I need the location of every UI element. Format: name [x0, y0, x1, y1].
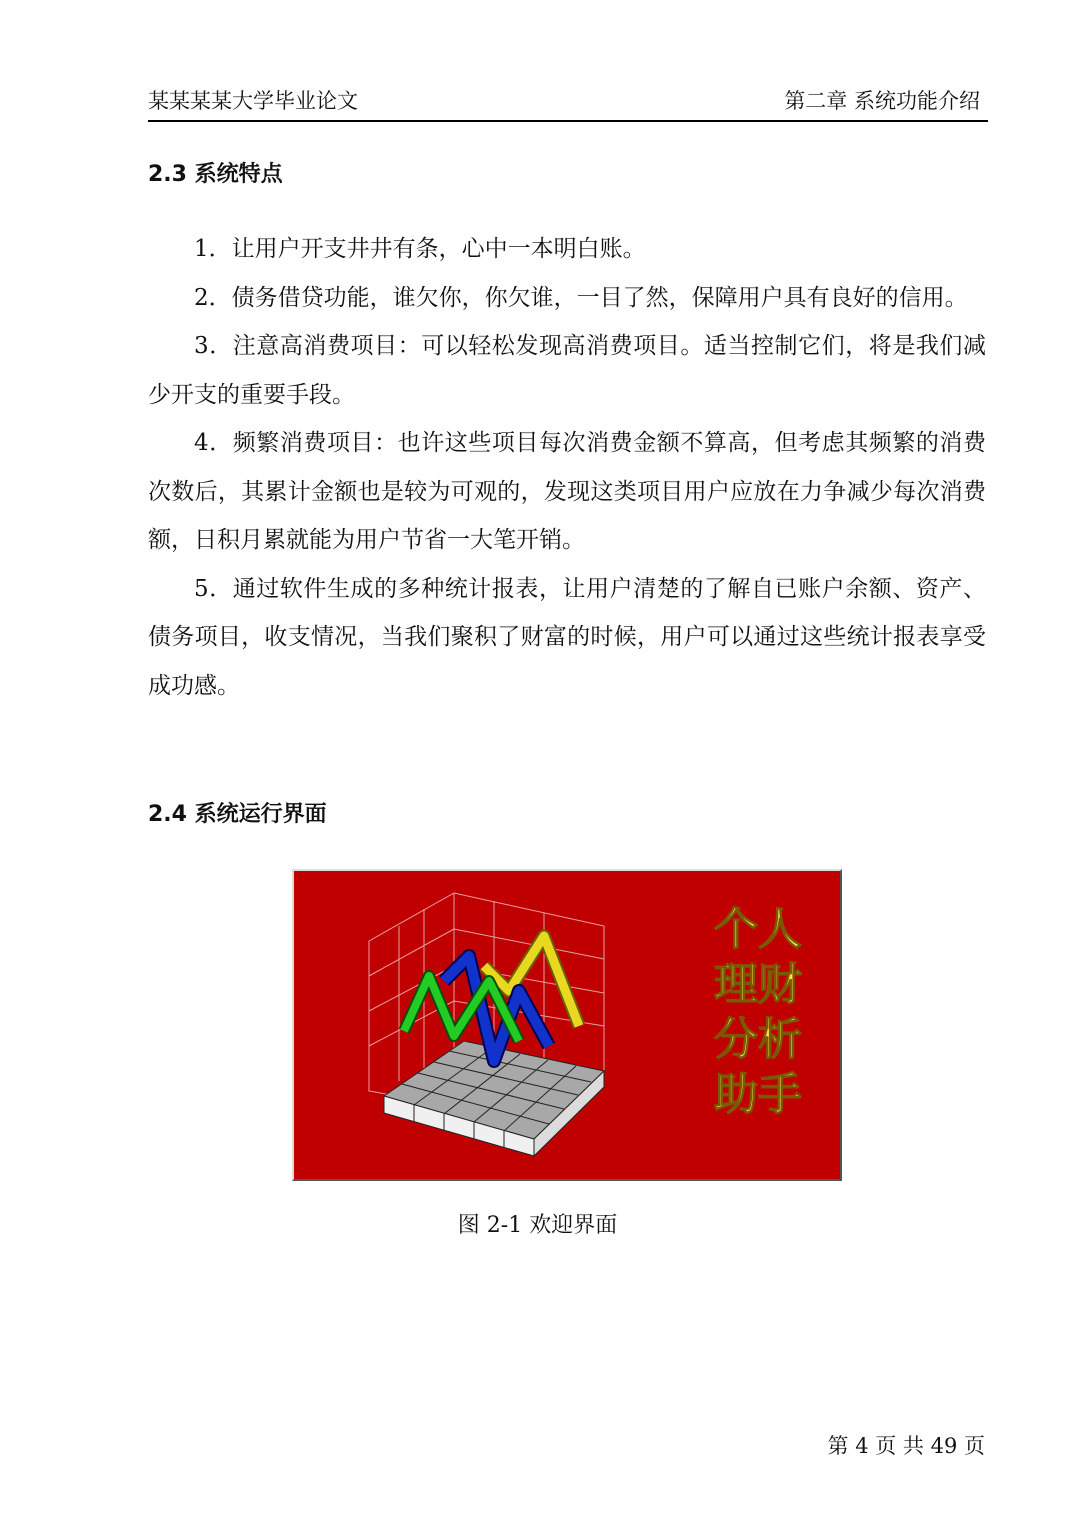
logo-line-1: 个人 — [714, 904, 802, 955]
page-number: 第 4 页 共 49 页 — [827, 1434, 985, 1458]
figure-caption: 图 2-1 欢迎界面 — [457, 1213, 618, 1238]
paragraph-5: 5．通过软件生成的多种统计报表，让用户清楚的了解自已账户余额、资产、债务项目，收支情况，当我们聚积了财富的时候，用户可以通过这些统计报表享受成功感。 — [148, 575, 986, 699]
app-logo-text — [714, 904, 802, 1120]
section-heading-2-4: 2.4 系统运行界面 — [148, 802, 327, 827]
header-chapter-title: 第二章 系统功能介绍 — [784, 89, 980, 113]
logo-line-2: 理财 — [714, 959, 802, 1010]
paragraph-4: 4．频繁消费项目：也许这些项目每次消费金额不算高，但考虑其频繁的消费次数后，其累计金额也是较为可观的，发现这类项目用户应放在力争减少每次消费额，日积月累就能为用户节省一大笔开销。 — [148, 430, 986, 553]
paragraph-3: 3．注意高消费项目：可以轻松发现高消费项目。适当控制它们，将是我们减少开支的重要手段。 — [148, 333, 986, 408]
header-thesis-title: 某某某某大学毕业论文 — [148, 89, 358, 113]
welcome-screen-figure — [292, 869, 842, 1181]
page-header — [148, 86, 988, 122]
paragraph-2: 2．债务借贷功能，谁欠你，你欠谁，一目了然，保障用户具有良好的信用。 — [194, 284, 968, 311]
section-body-2-3 — [148, 225, 986, 710]
logo-line-4: 助手 — [714, 1069, 802, 1120]
welcome-screen-graphic — [294, 871, 840, 1179]
logo-line-3: 分析 — [714, 1014, 802, 1065]
section-heading-2-3: 2.3 系统特点 — [148, 162, 283, 187]
paragraph-1: 1．让用户开支井井有条，心中一本明白账。 — [194, 236, 646, 262]
